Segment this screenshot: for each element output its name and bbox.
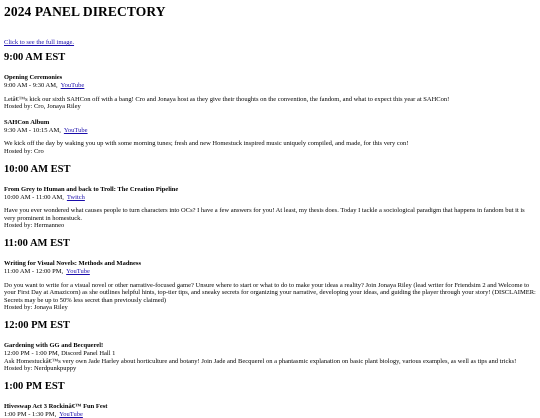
panel-entry bbox=[4, 119, 536, 156]
platform-link[interactable]: Twitch bbox=[66, 193, 85, 201]
panel-time-text: 12:00 PM - 1:00 PM, Discord Panel Hall 1 bbox=[4, 349, 116, 357]
panel-time-text: 11:00 AM - 12:00 PM, bbox=[4, 267, 64, 275]
platform-link[interactable]: YouTube bbox=[59, 410, 83, 418]
panel-time bbox=[4, 411, 536, 418]
panel-host: Hosted by: Jonaya Riley bbox=[4, 304, 68, 312]
panel-time-text: 10:00 AM - 11:00 AM, bbox=[4, 193, 64, 201]
time-section bbox=[4, 238, 536, 312]
time-section bbox=[4, 52, 536, 156]
panel-time-text: 1:00 PM - 1:30 PM, bbox=[4, 410, 57, 418]
panel-time-text: 9:30 AM - 10:15 AM, bbox=[4, 126, 61, 134]
time-heading: 9:00 AM EST bbox=[4, 52, 66, 63]
full-image-link[interactable]: Click to see the full image. bbox=[4, 39, 75, 46]
panel-title: Opening Ceremonies bbox=[4, 74, 63, 81]
time-heading: 10:00 AM EST bbox=[4, 163, 71, 175]
panel-time bbox=[4, 350, 536, 358]
panel-title: From Grey to Human and back to Troll: The Creation Pipeline bbox=[4, 185, 179, 193]
panel-entry bbox=[4, 74, 536, 111]
time-heading: 1:00 PM EST bbox=[4, 380, 65, 392]
time-section bbox=[4, 164, 536, 230]
panel-time bbox=[4, 127, 536, 135]
time-heading: 12:00 PM EST bbox=[4, 319, 70, 331]
panel-time bbox=[4, 194, 536, 202]
panel-entry bbox=[4, 342, 536, 373]
panel-host: Hosted by: Hermanneo bbox=[4, 222, 65, 230]
platform-link[interactable]: YouTube bbox=[63, 126, 88, 134]
time-section bbox=[4, 381, 536, 418]
platform-link[interactable]: YouTube bbox=[66, 267, 90, 275]
platform-link[interactable]: YouTube bbox=[60, 82, 85, 89]
panel-host: Hosted by: Cro, Jonaya Riley bbox=[4, 103, 81, 111]
panel-title: SAHCon Album bbox=[4, 118, 50, 126]
panel-title: Hiveswap Act 3 Rockinâ€™ Fun Fest bbox=[4, 402, 108, 410]
panel-host: Hosted by: Cro bbox=[4, 147, 44, 155]
panel-host: Hosted by: Nerdpunkpuppy bbox=[4, 365, 77, 373]
panel-title: Gardening with GG and Becquerel! bbox=[4, 341, 104, 349]
panel-title: Writing for Visual Novels: Methods and Madness bbox=[4, 259, 141, 267]
panel-time bbox=[4, 268, 536, 276]
panel-time bbox=[4, 82, 536, 90]
panel-entry bbox=[4, 186, 536, 230]
panel-description: Ask Homestuckâ€™s very own Jade Harley about horticulture and botany! Join Jade and Becquerel on a phantasmic explanation on basic plant biology, various examples, as well as tips and tricks! bbox=[4, 357, 517, 365]
time-heading: 11:00 AM EST bbox=[4, 237, 70, 249]
panel-description: We kick off the day by waking you up with some morning tunes; fresh and new Homestuck inspired music uniquely compiled, and made, for this very con! bbox=[4, 140, 409, 148]
panel-entry bbox=[4, 260, 536, 312]
panel-description: Have you ever wondered what causes people to turn characters into OCs? I have a few answers for you! At least, my thesis does. Today I tackle a sociological paradigm that happens in fandom but it is very prominent in homestuck. bbox=[4, 207, 525, 222]
time-section bbox=[4, 320, 536, 373]
page-title: 2024 PANEL DIRECTORY bbox=[4, 4, 166, 19]
panel-description: Do you want to write for a visual novel or other narrative-focused game? Unsure where to start or what to do to make your ideas a reality? Join Jonaya Riley (lead writer for Friendsim 2 and Welcome to your First Day at Amazicorn) as she outlines helpful hints, top-tier tips, and sneaky secrets for organizing your narrative, developing your ideas, and guiding the player through your story! (DISCLAIMER: Secrets may be up to 50% less secret than previously claimed) bbox=[4, 281, 536, 304]
panel-description: Letâ€™s kick our sixth SAHCon off with a bang! Cro and Jonaya host as they give their thoughts on the convention, the fandom, and what to expect this year at SAHCon! bbox=[4, 95, 450, 103]
panel-time-text: 9:00 AM - 9:30 AM, bbox=[4, 82, 58, 89]
